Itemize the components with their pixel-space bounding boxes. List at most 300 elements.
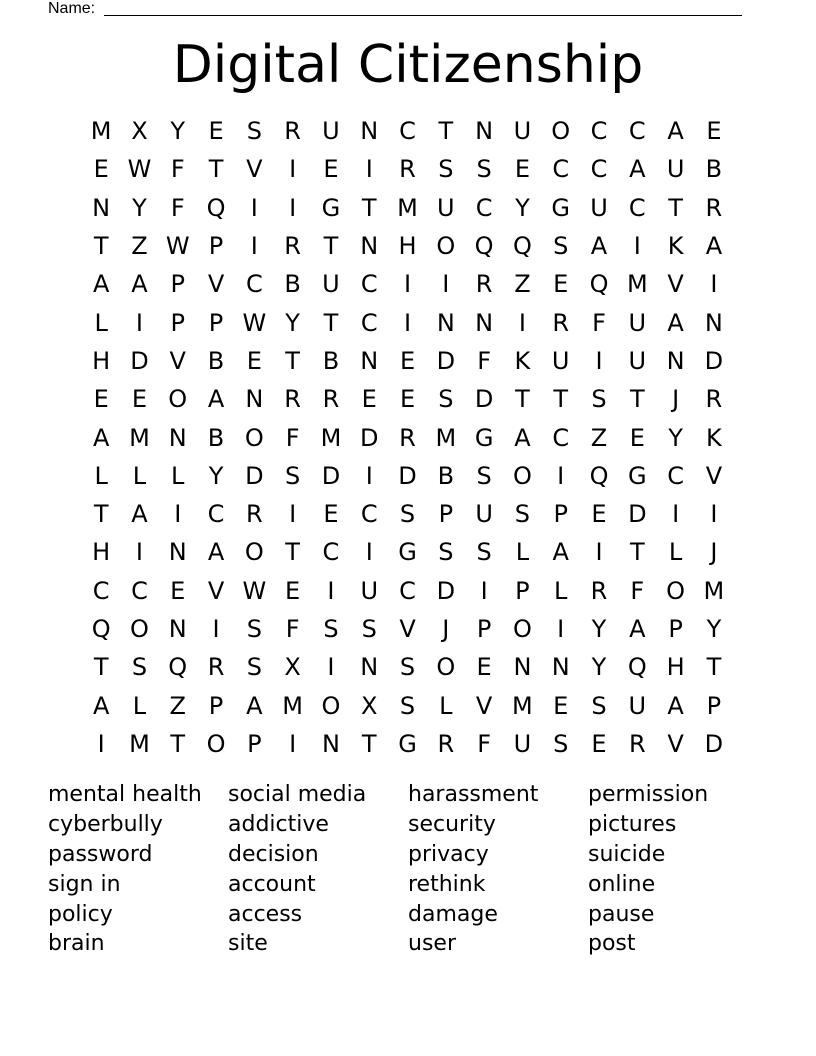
grid-letter: O: [244, 423, 264, 452]
grid-letter: E: [553, 691, 569, 720]
grid-letter: Z: [514, 270, 531, 299]
grid-letter: C: [628, 117, 646, 146]
grid-letter: S: [399, 653, 416, 682]
grid-letter: V: [207, 270, 225, 299]
grid-letter: N: [321, 729, 340, 758]
grid-letter: E: [323, 155, 339, 184]
grid-letter: G: [321, 193, 341, 222]
name-underline: [104, 15, 742, 16]
grid-letter: E: [476, 653, 492, 682]
grid-letter: A: [514, 423, 531, 452]
word-list-item: site: [228, 931, 268, 957]
grid-row: [82, 533, 733, 571]
grid-letter: Q: [168, 653, 188, 682]
grid-letter: F: [592, 308, 606, 337]
grid-letter: O: [436, 232, 456, 261]
grid-letter: U: [322, 270, 340, 299]
word-list-item: pictures: [588, 811, 677, 837]
grid-letter: I: [212, 615, 220, 643]
grid-letter: D: [704, 346, 724, 375]
grid-letter: S: [476, 155, 492, 184]
grid-letter: W: [127, 155, 152, 184]
grid-row: [82, 342, 733, 380]
grid-letter: P: [247, 729, 262, 758]
grid-letter: V: [399, 615, 416, 643]
grid-letter: E: [170, 576, 186, 605]
grid-letter: M: [90, 117, 112, 146]
grid-letter: S: [131, 653, 148, 682]
grid-letter: L: [132, 461, 147, 490]
grid-letter: T: [629, 385, 645, 414]
grid-letter: N: [436, 308, 455, 337]
grid-letter: R: [705, 385, 723, 414]
grid-letter: I: [135, 308, 143, 337]
grid-letter: I: [710, 500, 718, 529]
grid-letter: C: [92, 576, 110, 605]
grid-letter: S: [591, 385, 607, 414]
grid-letter: T: [323, 308, 339, 337]
grid-letter: Q: [589, 461, 609, 490]
grid-letter: U: [475, 500, 493, 529]
grid-letter: S: [438, 155, 454, 184]
grid-letter: I: [135, 538, 143, 567]
grid-letter: P: [553, 500, 568, 529]
grid-letter: Z: [131, 232, 148, 261]
grid-letter: I: [557, 461, 565, 490]
grid-letter: M: [626, 270, 648, 299]
grid-letter: I: [289, 729, 297, 758]
word-list-item: post: [588, 931, 636, 957]
grid-letter: R: [437, 729, 455, 758]
name-field[interactable]: [48, 0, 95, 18]
grid-letter: N: [666, 346, 685, 375]
grid-letter: T: [361, 193, 377, 222]
grid-letter: U: [628, 308, 647, 337]
grid-letter: S: [246, 117, 262, 146]
grid-letter: P: [438, 500, 454, 529]
grid-letter: M: [129, 423, 150, 452]
grid-letter: V: [667, 729, 684, 758]
grid-letter: I: [480, 576, 488, 605]
grid-row: [82, 610, 733, 648]
grid-letter: F: [285, 615, 300, 643]
grid-row: [82, 686, 733, 724]
grid-letter: S: [399, 691, 416, 720]
grid-letter: X: [361, 691, 378, 720]
grid-letter: Q: [589, 270, 609, 299]
word-list-item: damage: [408, 901, 498, 927]
grid-letter: E: [553, 270, 569, 299]
grid-letter: D: [474, 385, 494, 414]
grid-letter: T: [93, 232, 109, 261]
grid-letter: N: [475, 117, 494, 146]
grid-letter: H: [666, 653, 685, 682]
grid-letter: Q: [91, 615, 111, 643]
grid-letter: N: [704, 308, 723, 337]
grid-letter: A: [629, 615, 646, 643]
grid-letter: E: [399, 385, 416, 414]
grid-letter: N: [475, 308, 494, 337]
grid-letter: N: [92, 193, 111, 222]
grid-letter: R: [284, 385, 301, 414]
word-list: [48, 780, 768, 959]
grid-letter: D: [704, 729, 724, 758]
grid-letter: E: [629, 423, 645, 452]
word-list-item: decision: [228, 841, 319, 867]
grid-letter: S: [476, 538, 492, 567]
grid-letter: B: [207, 346, 225, 375]
grid-letter: K: [514, 346, 531, 375]
grid-letter: C: [399, 576, 416, 605]
grid-letter: R: [628, 729, 646, 758]
word-list-item: user: [408, 931, 456, 957]
grid-letter: T: [93, 653, 109, 682]
grid-letter: A: [590, 232, 608, 261]
word-list-item: pause: [588, 901, 655, 927]
grid-letter: E: [323, 500, 339, 529]
grid-letter: M: [397, 193, 418, 222]
grid-letter: U: [513, 117, 532, 146]
grid-letter: L: [515, 538, 530, 567]
grid-letter: O: [130, 615, 149, 643]
grid-letter: L: [171, 461, 185, 490]
grid-letter: V: [246, 155, 263, 184]
word-list-item: mental health: [48, 782, 202, 807]
grid-letter: Q: [206, 193, 226, 222]
grid-letter: E: [93, 385, 109, 414]
grid-letter: W: [242, 576, 267, 605]
grid-letter: V: [207, 576, 225, 605]
grid-row: [82, 189, 733, 227]
grid-letter: C: [399, 117, 416, 146]
grid-letter: Z: [169, 691, 186, 720]
word-list-item: sign in: [48, 871, 121, 897]
grid-letter: N: [168, 538, 187, 567]
grid-letter: E: [131, 385, 148, 414]
grid-row: [82, 495, 733, 533]
word-list-item: privacy: [408, 841, 489, 867]
grid-letter: G: [398, 729, 417, 758]
grid-letter: Y: [706, 615, 722, 643]
grid-letter: Y: [132, 193, 147, 222]
grid-letter: T: [361, 729, 377, 758]
grid-letter: S: [476, 461, 492, 490]
grid-letter: G: [474, 423, 494, 452]
grid-letter: Q: [512, 232, 532, 261]
grid-letter: S: [246, 653, 262, 682]
grid-letter: S: [285, 461, 301, 490]
grid-letter: M: [435, 423, 457, 452]
grid-letter: A: [667, 117, 684, 146]
grid-letter: D: [436, 576, 456, 605]
grid-letter: G: [628, 461, 647, 490]
grid-letter: N: [245, 385, 264, 414]
grid-letter: I: [633, 232, 641, 261]
word-list-item: social media: [228, 782, 367, 807]
word-list-item: security: [408, 811, 496, 837]
grid-letter: I: [289, 193, 297, 222]
grid-letter: C: [552, 155, 570, 184]
grid-row: [82, 112, 733, 150]
grid-letter: A: [667, 691, 684, 720]
grid-letter: L: [439, 691, 453, 720]
grid-letter: A: [552, 538, 569, 567]
grid-letter: U: [628, 691, 647, 720]
grid-letter: C: [628, 193, 646, 222]
grid-letter: L: [94, 461, 108, 490]
grid-letter: R: [284, 232, 301, 261]
word-list-item: password: [48, 841, 153, 867]
grid-letter: N: [513, 653, 532, 682]
grid-letter: A: [92, 270, 110, 299]
grid-letter: J: [672, 385, 680, 414]
grid-letter: U: [666, 155, 685, 184]
grid-letter: P: [170, 270, 185, 299]
grid-letter: Q: [474, 232, 494, 261]
grid-letter: G: [398, 538, 417, 567]
grid-letter: S: [553, 232, 569, 261]
word-list-item: permission: [588, 782, 709, 807]
grid-letter: B: [437, 461, 455, 490]
grid-letter: Y: [591, 653, 607, 682]
grid-letter: O: [168, 385, 188, 414]
grid-letter: I: [365, 461, 373, 490]
grid-letter: I: [557, 615, 565, 643]
grid-letter: N: [360, 117, 379, 146]
grid-letter: T: [515, 385, 530, 414]
grid-letter: A: [207, 538, 225, 567]
grid-letter: I: [595, 346, 603, 375]
grid-letter: U: [513, 729, 532, 758]
grid-letter: P: [476, 615, 492, 643]
grid-letter: Y: [170, 117, 186, 146]
grid-letter: A: [629, 155, 646, 184]
word-list-item: rethink: [408, 871, 486, 897]
grid-letter: N: [360, 232, 379, 261]
grid-letter: R: [552, 308, 570, 337]
grid-letter: A: [131, 270, 148, 299]
grid-letter: E: [285, 576, 301, 605]
grid-letter: L: [132, 691, 147, 720]
grid-letter: V: [705, 461, 723, 490]
word-list-item: suicide: [588, 841, 666, 867]
grid-letter: E: [591, 500, 607, 529]
grid-letter: P: [208, 308, 224, 337]
grid-letter: T: [553, 385, 569, 414]
word-list-item: access: [228, 901, 303, 927]
word-list-item: policy: [48, 901, 113, 927]
grid-row: [82, 380, 733, 418]
grid-letter: N: [360, 653, 379, 682]
grid-letter: D: [628, 500, 647, 529]
grid-letter: P: [208, 232, 224, 261]
grid-letter: P: [668, 615, 683, 643]
grid-letter: P: [208, 691, 224, 720]
grid-letter: T: [285, 346, 300, 375]
word-list-item: brain: [48, 931, 105, 957]
grid-letter: C: [667, 461, 684, 490]
grid-letter: C: [360, 308, 378, 337]
grid-row: [82, 572, 733, 610]
grid-letter: T: [438, 117, 454, 146]
grid-letter: I: [518, 308, 526, 337]
grid-letter: B: [284, 270, 301, 299]
grid-letter: L: [94, 308, 108, 337]
grid-letter: F: [477, 729, 492, 758]
grid-letter: E: [706, 117, 722, 146]
grid-letter: A: [246, 691, 263, 720]
grid-letter: T: [629, 538, 645, 567]
grid-letter: Y: [668, 423, 683, 452]
grid-letter: T: [668, 193, 683, 222]
grid-letter: M: [512, 691, 533, 720]
grid-letter: A: [131, 500, 148, 529]
grid-letter: I: [365, 538, 373, 567]
grid-letter: I: [403, 270, 412, 299]
grid-letter: I: [365, 155, 373, 184]
grid-letter: N: [551, 653, 570, 682]
grid-row: [82, 303, 733, 341]
name-label: Name:: [48, 0, 96, 17]
grid-letter: I: [174, 500, 182, 529]
grid-letter: C: [590, 117, 608, 146]
grid-letter: C: [360, 500, 378, 529]
grid-letter: N: [360, 346, 379, 375]
grid-row: [82, 418, 733, 456]
grid-letter: I: [97, 729, 105, 758]
grid-letter: D: [130, 346, 149, 375]
grid-letter: S: [438, 385, 454, 414]
grid-letter: H: [92, 346, 111, 375]
grid-letter: I: [289, 500, 297, 529]
grid-letter: C: [552, 423, 570, 452]
grid-letter: I: [672, 500, 680, 529]
letter-grid: [82, 112, 733, 763]
grid-letter: N: [168, 615, 187, 643]
grid-letter: U: [551, 346, 570, 375]
grid-letter: T: [323, 232, 339, 261]
grid-letter: D: [321, 461, 341, 490]
grid-letter: X: [131, 117, 148, 146]
grid-letter: T: [285, 538, 300, 567]
grid-letter: F: [285, 423, 300, 452]
grid-letter: I: [289, 155, 297, 184]
grid-letter: S: [553, 729, 569, 758]
grid-letter: B: [322, 346, 340, 375]
grid-letter: I: [403, 308, 412, 337]
grid-letter: K: [706, 423, 722, 452]
word-list-item: cyberbully: [48, 811, 163, 837]
grid-letter: R: [475, 270, 493, 299]
word-list-item: online: [588, 871, 656, 897]
grid-letter: O: [512, 461, 532, 490]
grid-letter: C: [131, 576, 148, 605]
grid-letter: S: [323, 615, 339, 643]
grid-letter: X: [284, 653, 301, 682]
grid-letter: M: [320, 423, 342, 452]
grid-letter: E: [514, 155, 530, 184]
grid-letter: Y: [208, 461, 224, 490]
grid-letter: O: [551, 117, 571, 146]
grid-letter: F: [170, 155, 185, 184]
grid-letter: B: [207, 423, 225, 452]
grid-letter: D: [359, 423, 379, 452]
grid-letter: R: [399, 155, 416, 184]
grid-letter: E: [399, 346, 416, 375]
grid-letter: W: [165, 232, 190, 261]
grid-letter: R: [207, 653, 225, 682]
grid-letter: S: [438, 538, 454, 567]
grid-letter: M: [129, 729, 150, 758]
grid-row: [82, 648, 733, 686]
grid-letter: Q: [627, 653, 647, 682]
grid-letter: R: [322, 385, 340, 414]
grid-letter: E: [361, 385, 377, 414]
grid-letter: C: [475, 193, 493, 222]
grid-letter: Z: [590, 423, 608, 452]
grid-row: [82, 227, 733, 265]
grid-letter: P: [170, 308, 185, 337]
grid-letter: O: [436, 653, 456, 682]
grid-letter: C: [207, 500, 225, 529]
grid-letter: O: [206, 729, 226, 758]
grid-letter: P: [515, 576, 530, 605]
grid-letter: H: [398, 232, 417, 261]
grid-letter: V: [475, 691, 493, 720]
grid-letter: I: [595, 538, 603, 567]
grid-letter: U: [360, 576, 379, 605]
grid-letter: R: [399, 423, 416, 452]
grid-letter: Y: [515, 193, 530, 222]
grid-letter: C: [590, 155, 608, 184]
grid-letter: F: [630, 576, 645, 605]
grid-letter: K: [667, 232, 684, 261]
grid-letter: H: [92, 538, 111, 567]
grid-letter: U: [322, 117, 340, 146]
grid-letter: J: [710, 538, 718, 567]
grid-letter: P: [706, 691, 722, 720]
grid-letter: I: [710, 270, 718, 299]
grid-row: [82, 725, 733, 763]
grid-letter: I: [327, 576, 335, 605]
grid-letter: Y: [591, 615, 607, 643]
grid-row: [82, 265, 733, 303]
grid-letter: R: [705, 193, 723, 222]
grid-letter: O: [244, 538, 264, 567]
grid-letter: S: [514, 500, 531, 529]
grid-letter: U: [437, 193, 455, 222]
grid-letter: L: [554, 576, 568, 605]
grid-letter: A: [667, 308, 684, 337]
grid-letter: A: [92, 423, 110, 452]
grid-letter: M: [282, 691, 303, 720]
grid-letter: I: [250, 232, 258, 261]
grid-letter: B: [705, 155, 723, 184]
grid-letter: J: [442, 615, 450, 643]
grid-row: [82, 150, 733, 188]
grid-letter: O: [512, 615, 532, 643]
grid-letter: F: [477, 346, 492, 375]
grid-letter: A: [705, 232, 723, 261]
grid-letter: D: [436, 346, 456, 375]
grid-letter: G: [551, 193, 571, 222]
word-list-item: account: [228, 871, 316, 897]
grid-letter: T: [170, 729, 186, 758]
grid-letter: E: [591, 729, 607, 758]
grid-letter: S: [591, 691, 607, 720]
grid-letter: R: [245, 500, 263, 529]
word-list-item: addictive: [228, 811, 329, 837]
